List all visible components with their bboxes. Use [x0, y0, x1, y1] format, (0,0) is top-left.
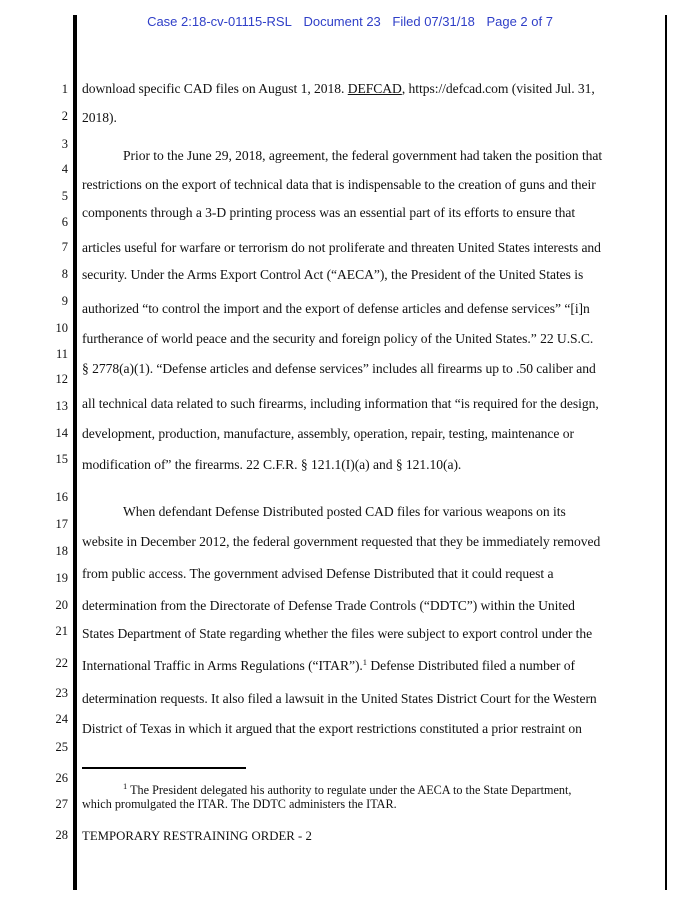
paragraph-start: When defendant Defense Distributed posted CAD files for various weapons on its — [123, 504, 566, 519]
body-line: § 2778(a)(1). “Defense articles and defense services” includes all firearms up to .50 caliber and — [82, 361, 596, 376]
line-number: 14 — [55, 426, 68, 440]
line-number: 5 — [61, 189, 68, 203]
line-number: 25 — [55, 740, 68, 754]
line-number: 9 — [61, 294, 68, 308]
line-number: 22 — [55, 656, 68, 670]
line-number: 27 — [55, 797, 68, 811]
line-number: 16 — [55, 490, 68, 504]
paragraph-start: Prior to the June 29, 2018, agreement, the federal government had taken the position that — [123, 148, 603, 163]
body-line: determination from the Directorate of Defense Trade Controls (“DDTC”) within the United — [82, 598, 575, 613]
body-line: modification of” the firearms. 22 C.F.R. § 121.1(I)(a) and § 121.10(a). — [82, 457, 462, 472]
body-line: furtherance of world peace and the security and foreign policy of the United States.” 22 U.S.C. — [82, 331, 594, 346]
body-line: authorized “to control the import and the export of defense articles and defense services” “[i]n — [82, 301, 590, 316]
body-line: website in December 2012, the federal government requested that they be immediately removed — [82, 534, 601, 549]
line-number: 6 — [61, 215, 68, 229]
body-line: components through a 3-D printing process was an essential part of its efforts to ensure that — [82, 205, 576, 220]
line-number: 2 — [61, 109, 68, 123]
line-number: 12 — [55, 372, 68, 386]
footnote-marker: 1 — [123, 781, 128, 791]
line-number: 18 — [55, 544, 68, 558]
line-number: 4 — [61, 162, 68, 176]
line-number: 20 — [55, 598, 68, 612]
case-number: Case 2:18-cv-01115-RSL — [147, 14, 292, 29]
line-number: 8 — [61, 267, 68, 281]
body-line: States Department of State regarding whether the files were subject to export control under the — [82, 626, 593, 641]
page-indicator: Page 2 of 7 — [486, 14, 553, 29]
ecf-header — [0, 14, 700, 29]
defcad-reference: DEFCAD — [347, 81, 402, 96]
page-footer: TEMPORARY RESTRAINING ORDER - 2 — [82, 829, 312, 843]
body-line: development, production, manufacture, assembly, operation, repair, testing, maintenance or — [82, 426, 574, 441]
body-line: all technical data related to such firearms, including information that “is required for the design, — [82, 396, 599, 411]
filed-date: Filed 07/31/18 — [392, 14, 475, 29]
line-number: 15 — [55, 452, 68, 466]
body-line: District of Texas in which it argued that the export restrictions constituted a prior restraint on — [82, 721, 582, 736]
footnote-ref: 1 — [362, 657, 367, 667]
footnote-line: which promulgated the ITAR. The DDTC administers the ITAR. — [82, 797, 397, 811]
left-margin-rule — [73, 15, 77, 890]
line-number: 23 — [55, 686, 68, 700]
body-line: 2018). — [82, 110, 117, 125]
line-number: 17 — [55, 517, 68, 531]
footnote-separator — [82, 767, 246, 769]
body-line: determination requests. It also filed a lawsuit in the United States District Court for the Western — [82, 691, 597, 706]
body-line: International Traffic in Arms Regulations (“ITAR”).$^1$ Defense Distributed filed a number of — [82, 657, 575, 673]
footnote-line: $^1$ The President delegated his authority to regulate under the AECA to the State Department, — [123, 781, 572, 797]
line-number: 19 — [55, 571, 68, 585]
body-line: restrictions on the export of technical data that is indispensable to the creation of guns and their — [82, 177, 596, 192]
document-number: Document 23 — [303, 14, 381, 29]
footer-page-number: 2 — [305, 829, 312, 843]
body-line: from public access. The government advised Defense Distributed that it could request a — [82, 566, 554, 581]
line-number: 13 — [55, 399, 68, 413]
line-number: 28 — [55, 828, 68, 842]
body-line: security. Under the Arms Export Control Act (“AECA”), the President of the United States is — [82, 267, 584, 282]
line-number: 7 — [61, 240, 68, 254]
line-number: 10 — [55, 321, 68, 335]
line-number: 26 — [55, 771, 68, 785]
body-line: download specific CAD files on August 1, 2018. DEFCAD, https://defcad.com (visited Jul. 31, — [82, 81, 595, 96]
line-number: 1 — [61, 82, 68, 96]
line-number: 11 — [55, 347, 68, 361]
line-number: 21 — [55, 624, 68, 638]
footer-title: TEMPORARY RESTRAINING ORDER — [82, 829, 295, 843]
line-number: 24 — [55, 712, 68, 726]
body-line: articles useful for warfare or terrorism do not proliferate and threaten United States interests and — [82, 240, 601, 255]
right-margin-rule — [665, 15, 667, 890]
line-number: 3 — [61, 137, 68, 151]
